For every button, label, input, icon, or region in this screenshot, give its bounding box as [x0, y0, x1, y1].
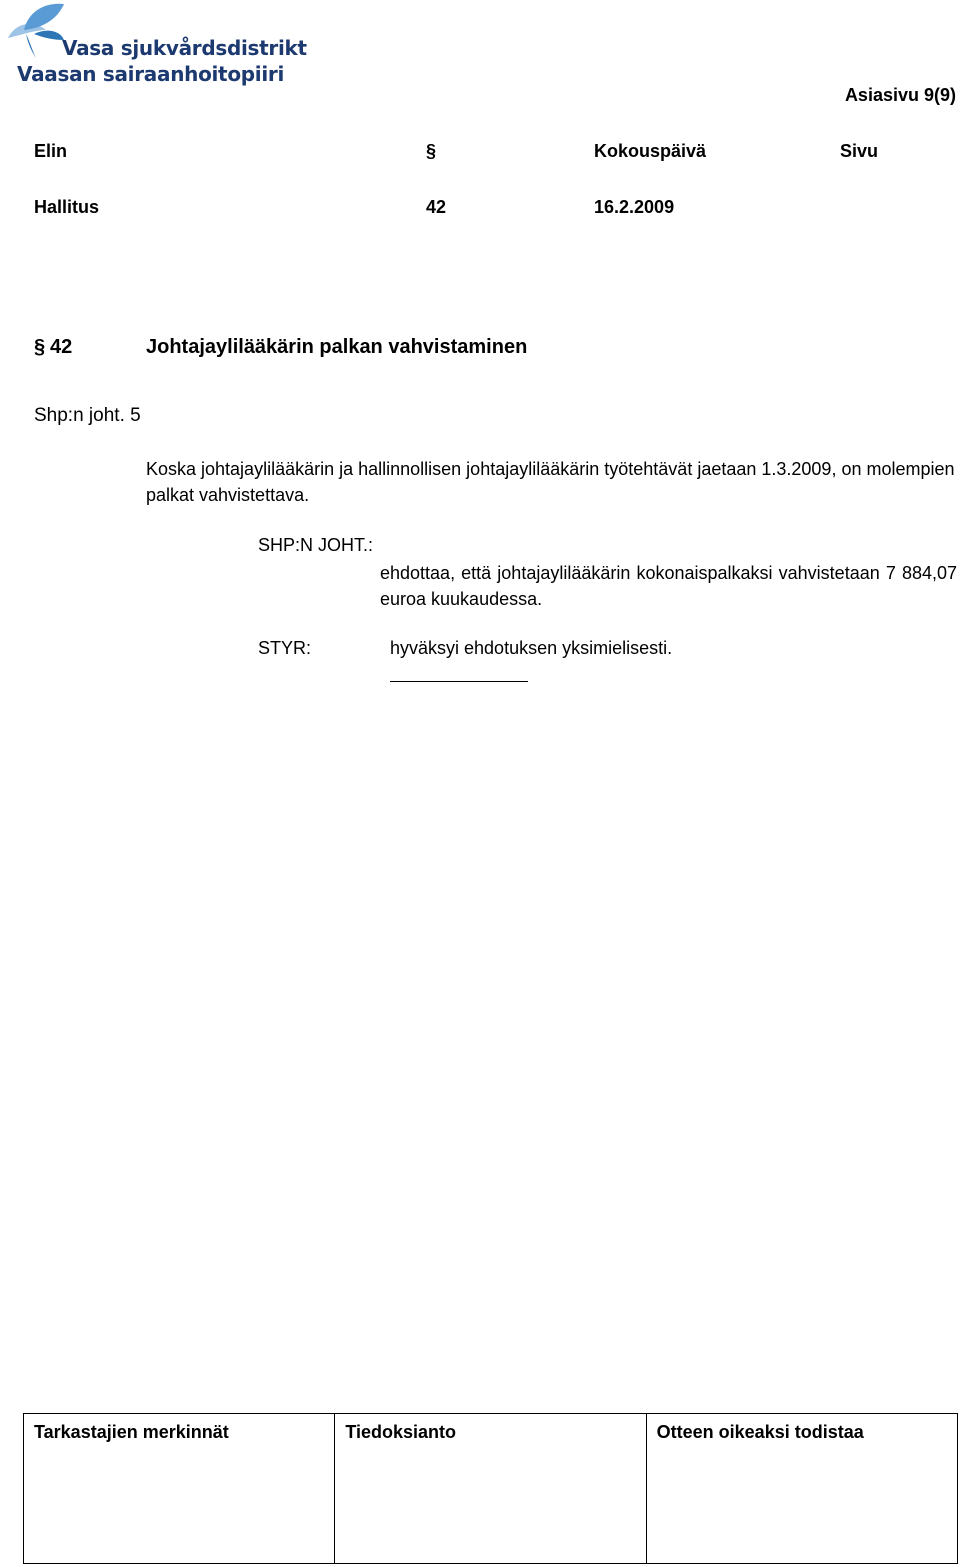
header-label-section: §: [426, 141, 437, 161]
organization-name-swedish: Vasa sjukvårdsdistrikt: [62, 36, 307, 60]
proposal-text: ehdottaa, että johtajaylilääkärin kokonaispalkaksi vahvistetaan 7 884,07 euroa kuukaudessa.: [380, 563, 957, 609]
page-indicator: Asiasivu 9(9): [844, 85, 956, 105]
vsd-logo-icon: [6, 0, 66, 62]
end-of-section-line: [390, 681, 528, 682]
header-value-section: 42: [426, 197, 447, 217]
footer-table: [23, 1413, 958, 1564]
header-label-meeting-date: Kokouspäivä: [594, 141, 707, 161]
header-value-organ: Hallitus: [34, 197, 100, 217]
footer-reviewers-notes: Tarkastajien merkinnät: [34, 1422, 229, 1442]
organization-name-finnish: Vaasan sairaanhoitopiiri: [17, 62, 285, 86]
background-paragraph: Koska johtajaylilääkärin ja hallinnollisen johtajaylilääkärin työtehtävät jaetaan 1.3.2009, on molempien palkat vahvistettava.: [146, 459, 955, 505]
header-label-page: Sivu: [840, 141, 879, 161]
case-reference: Shp:n joht. 5: [34, 405, 141, 426]
decision-label: STYR:: [258, 638, 312, 658]
decision-text: hyväksyi ehdotuksen yksimielisesti.: [390, 638, 673, 658]
header-value-meeting-date: 16.2.2009: [594, 197, 675, 217]
section-symbol: §: [34, 336, 46, 358]
header-label-organ: Elin: [34, 141, 68, 161]
section-title: Johtajaylilääkärin palkan vahvistaminen: [146, 336, 528, 358]
footer-certified-copy: Otteen oikeaksi todistaa: [646, 1414, 957, 1563]
proposal-label: SHP:N JOHT.:: [258, 535, 374, 555]
section-number: 42: [50, 336, 73, 358]
footer-notification: Tiedoksianto: [334, 1414, 645, 1563]
